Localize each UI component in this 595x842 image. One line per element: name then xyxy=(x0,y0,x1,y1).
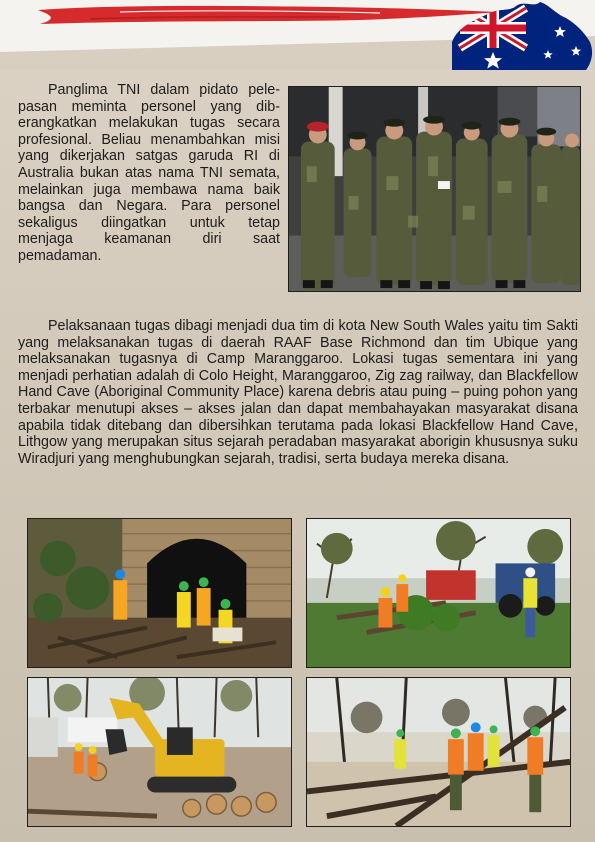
photo-tunnel-clearing xyxy=(27,518,292,668)
header-decoration xyxy=(0,0,595,70)
photo-debris-truck xyxy=(306,518,571,668)
body-paragraph: Pelaksanaan tugas dibagi menjadi dua tim di kota New South Wales yaitu tim Sakti yang melaksanakan tugas di daerah RAAF Base Richmond dan tim Ubique yang melaksanakan tugasnya di Camp Maranggaroo. Lokasi tugas sementara ini yang menjadi perhatian adalah di Colo Height, Maranggaroo, Zig zag railway, dan Blackfellow Hand Cave (Aboriginal Community Place) karena debris atau puing – puing pohon yang terbakar menutupi akses – akses jalan dan dapat membahayakan masyarakat disana apabila tidak ditebang dan dibersihkan terutama pada lokasi Blackfellow Hand Cave, Lithgow yang merupakan situs sejarah peradaban masyarakat aborigin khususnya suku Wiradjuri yang menghubungkan sejarah, tradisi, serta budaya mereka disana. xyxy=(18,318,578,467)
intro-paragraph: Panglima TNI dalam pidato pelepasan meminta personel yang diberangkatkan melakukan tugas secara profesional. Beliau menambahkan misi yang dikerjakan satgas garuda RI di Australia bukan atas nama TNI semata, melainkan juga membawa nama baik bangsa dan Negara. Para personel sekaligus diingatkan untuk tetap menjaga keamanan diri saat pemadaman. xyxy=(18,82,280,264)
photo-tree-cutting xyxy=(306,677,571,827)
photo-excavator xyxy=(27,677,292,827)
photo-troop-formation xyxy=(288,86,581,292)
